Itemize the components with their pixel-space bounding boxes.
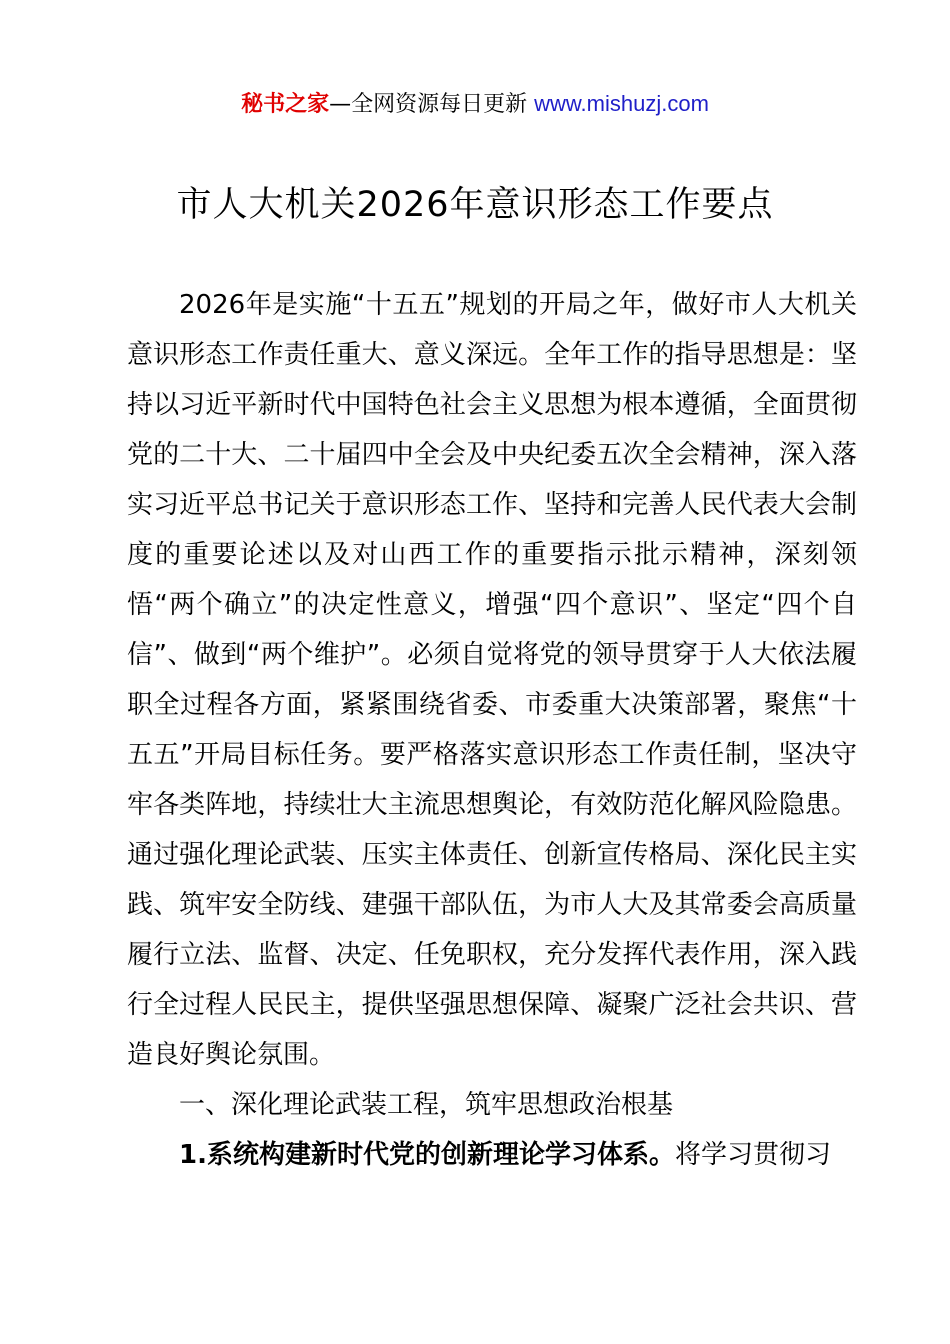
intro-paragraph: 2026年是实施“十五五”规划的开局之年，做好市人大机关意识形态工作责任重大、意义深远。全年工作的指导思想是：坚持以习近平新时代中国特色社会主义思想为根本遵循，全面贯彻党的二十大、二十届四中全会及中央纪委五次全会精神，深入落实习近平总书记关于意识形态工作、坚持和完善人民代表大会制度的重要论述以及对山西工作的重要指示批示精神，深刻领悟“两个确立”的决定性意义，增强“四个意识”、坚定“四个自信”、做到“两个维护”。必须自觉将党的领导贯穿于人大依法履职全过程各方面，紧紧围绕省委、市委重大决策部署，聚焦“十五五”开局目标任务。要严格落实意识形态工作责任制，坚决守牢各类阵地，持续壮大主流思想舆论，有效防范化解风险隐患。通过强化理论武装、压实主体责任、创新宣传格局、深化民主实践、筑牢安全防线、建强干部队伍，为市人大及其常委会高质量履行立法、监督、决定、任免职权，充分发挥代表作用，深入践行全过程人民民主，提供坚强思想保障、凝聚广泛社会共识、营造良好舆论氛围。	[127, 290, 857, 1070]
section-1-heading: 一、深化理论武装工程，筑牢思想政治根基	[179, 1090, 674, 1120]
item-1	[127, 1130, 857, 1180]
site-brand: 秘书之家	[241, 92, 330, 117]
document-title: 市人大机关2026年意识形态工作要点	[176, 185, 774, 225]
item-1-text: 将学习贯彻习	[674, 1140, 831, 1170]
site-banner	[0, 88, 950, 121]
site-url-link[interactable]: www.mishuzj.com	[534, 91, 709, 116]
item-1-lead: 1.系统构建新时代党的创新理论学习体系。	[179, 1140, 675, 1170]
document-body	[127, 280, 857, 1180]
site-tagline: —全网资源每日更新	[329, 92, 535, 117]
